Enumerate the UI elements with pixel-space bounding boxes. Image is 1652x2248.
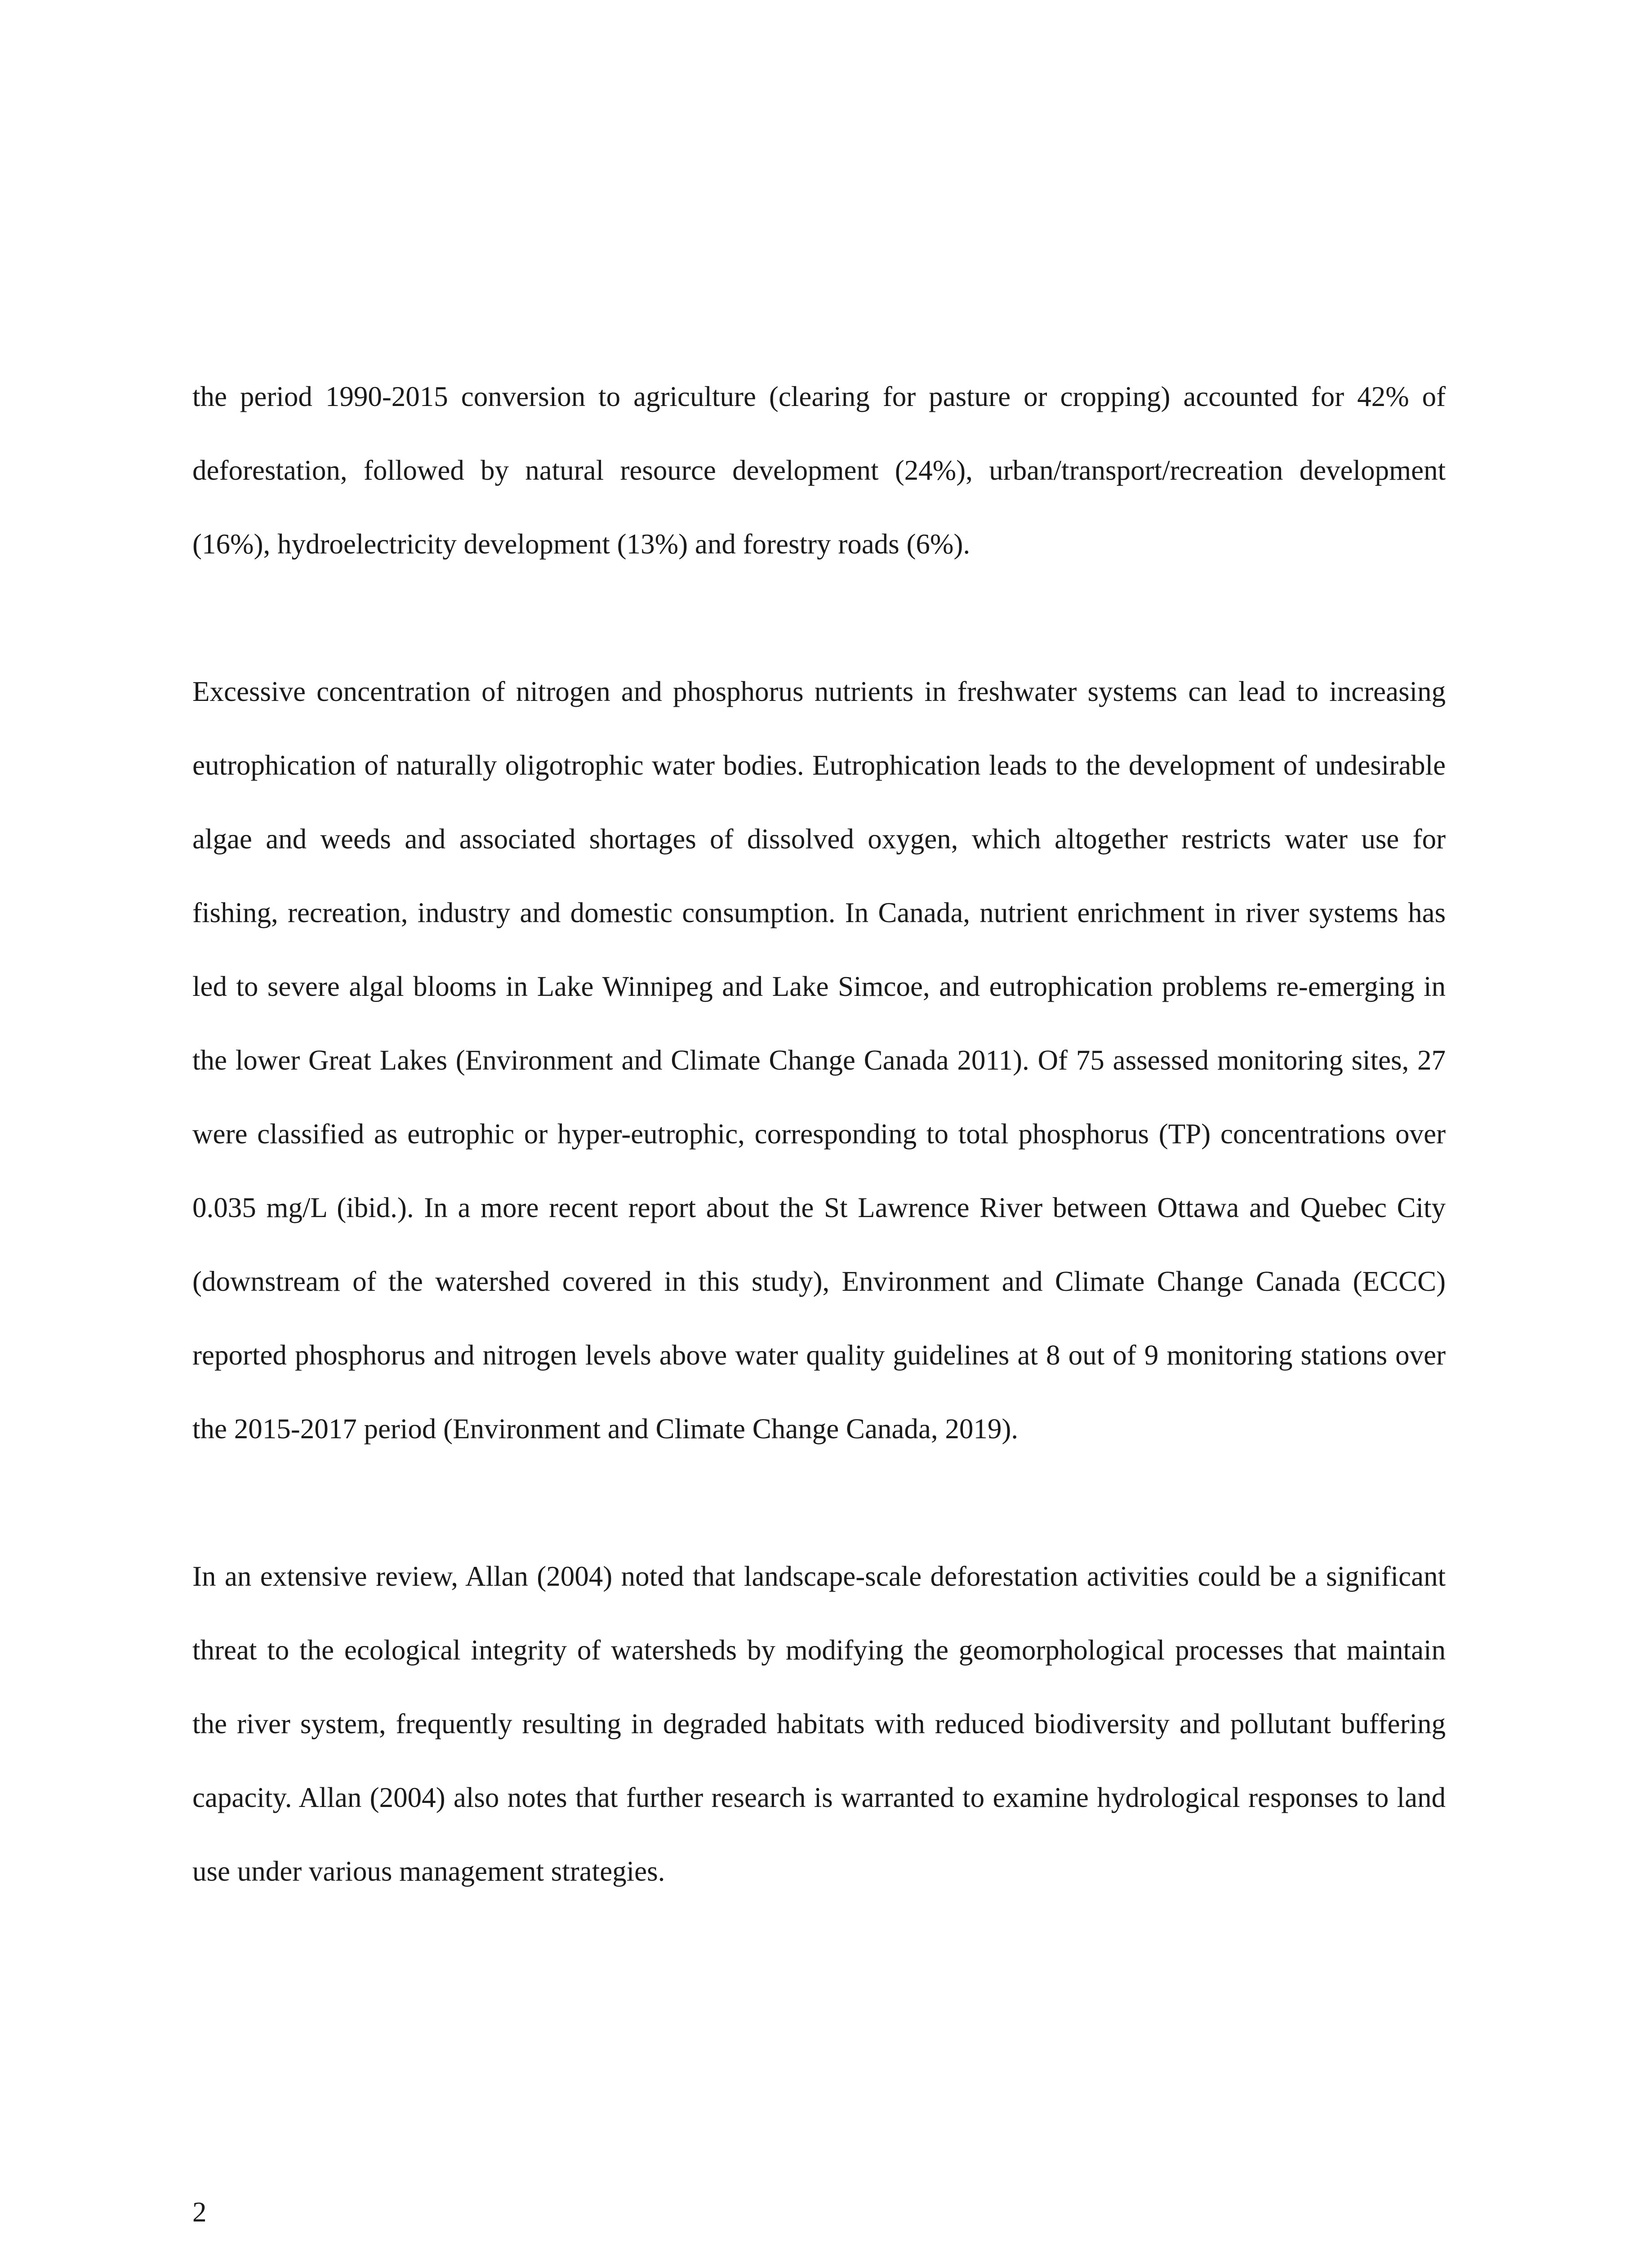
paragraph-eutrophication: Excessive concentration of nitrogen and phosphorus nutrients in freshwater systems can lead to increasing eutrophication of naturally oligotrophic water bodies. Eutrophication leads to the development of undesirable algae and weeds and associated shortages of dissolved oxygen, which altogether restricts water use for fishing, recreation, industry and domestic consumption. In Canada, nutrient enrichment in river systems has led to severe algal blooms in Lake Winnipeg and Lake Simcoe, and eutrophication problems re-emerging in the lower Great Lakes (Environment and Climate Change Canada 2011). Of 75 assessed monitoring sites, 27 were classified as eutrophic or hyper-eutrophic, corresponding to total phosphorus (TP) concentrations over 0.035 mg/L (ibid.). In a more recent report about the St Lawrence River between Ottawa and Quebec City (downstream of the watershed covered in this study), Environment and Climate Change Canada (ECCC) reported phosphorus and nitrogen levels above water quality guidelines at 8 out of 9 monitoring stations over the 2015-2017 period (Environment and Climate Change Canada, 2019). <box>192 676 1446 1445</box>
body-text <box>192 360 1446 1908</box>
paragraph-land-use: the period 1990-2015 conversion to agriculture (clearing for pasture or cropping) accounted for 42% of deforestation, followed by natural resource development (24%), urban/transport/recreation development (16%), hydroelectricity development (13%) and forestry roads (6%). <box>192 381 1446 560</box>
page-number: 2 <box>192 2196 207 2228</box>
paragraph-allan-review: In an extensive review, Allan (2004) noted that landscape-scale deforestation activities could be a significant threat to the ecological integrity of watersheds by modifying the geomorphological processes that maintain the river system, frequently resulting in degraded habitats with reduced biodiversity and pollutant buffering capacity. Allan (2004) also notes that further research is warranted to examine hydrological responses to land use under various management strategies. <box>192 1561 1446 1887</box>
